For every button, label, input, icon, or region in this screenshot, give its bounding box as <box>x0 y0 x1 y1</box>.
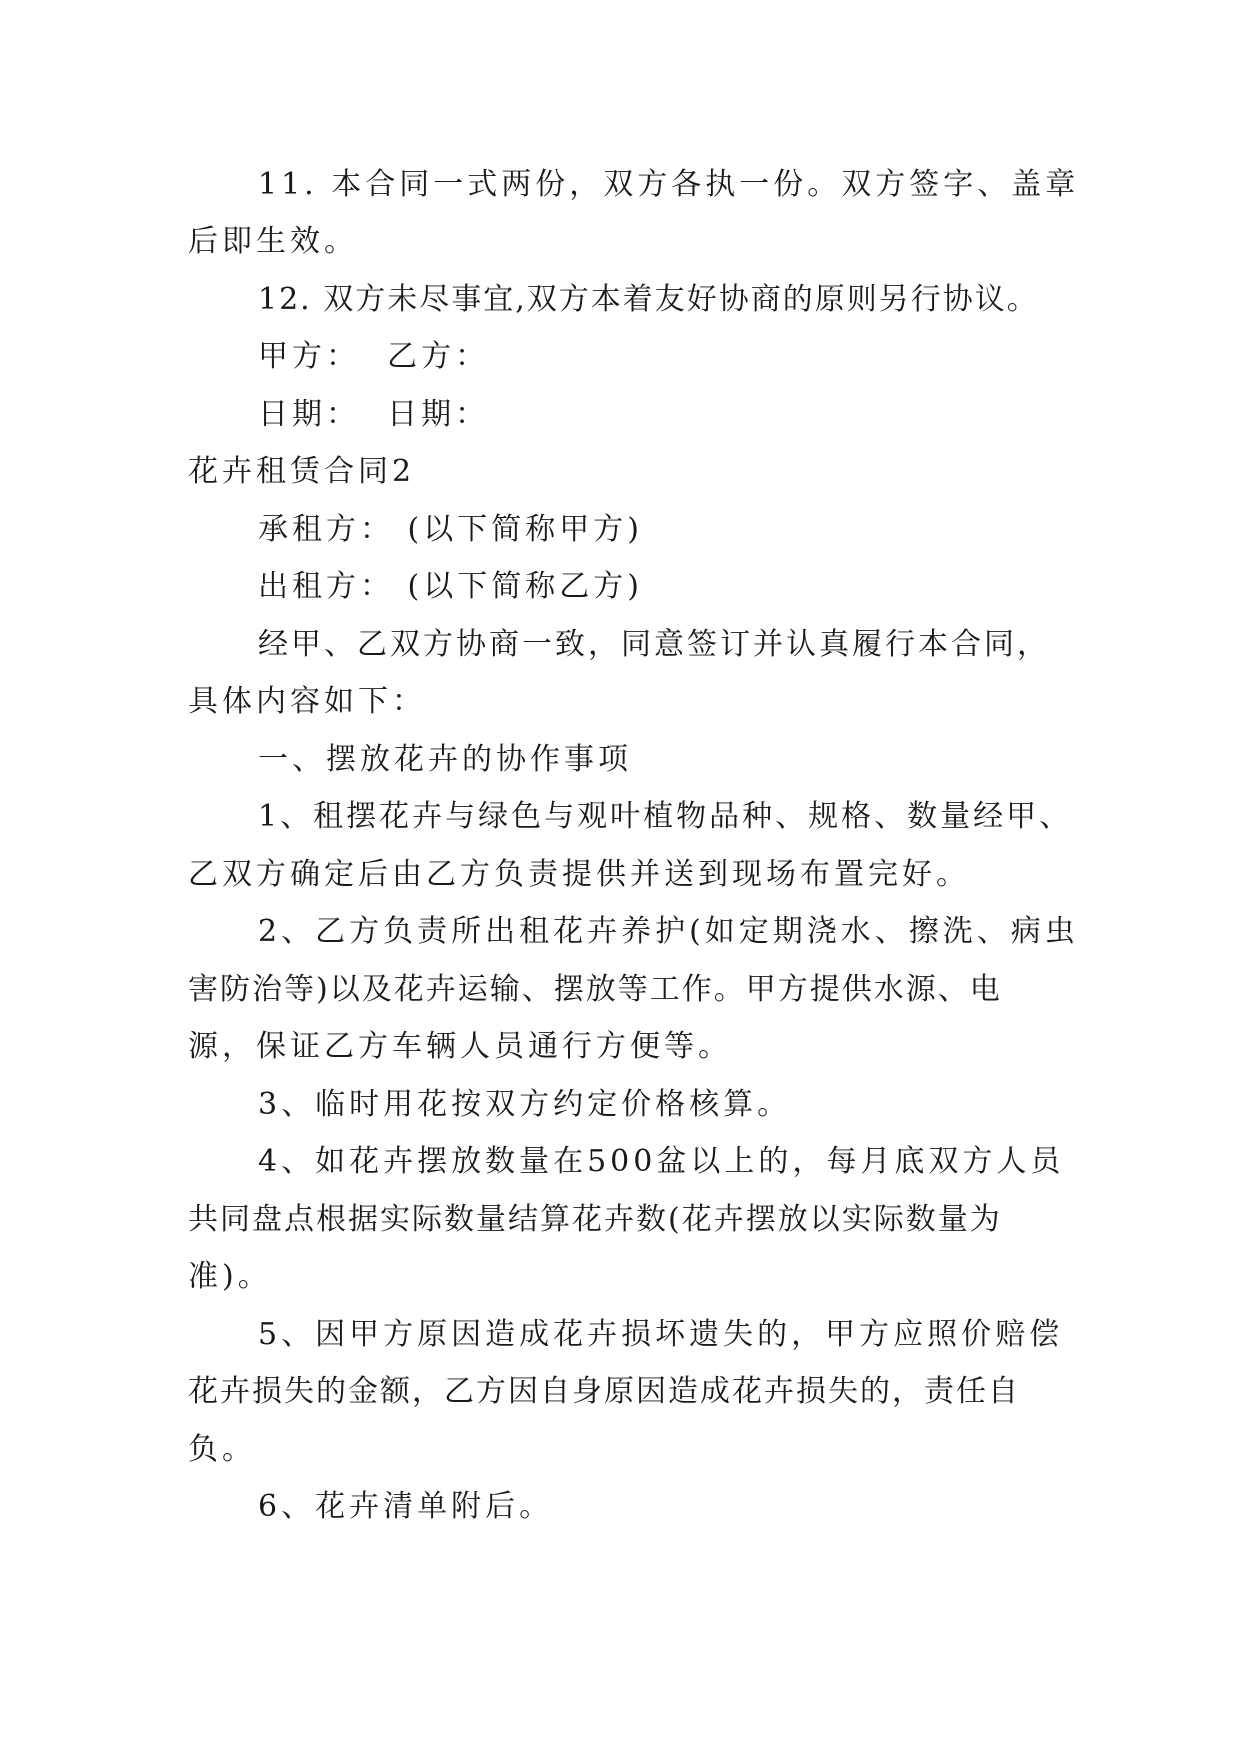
lessor-line: 出租方： (以下简称乙方) <box>258 569 643 604</box>
item-2-line-3: 源，保证乙方车辆人员通行方便等。 <box>188 1029 732 1064</box>
lessee-line: 承租方： (以下简称甲方) <box>258 512 643 547</box>
clause-12: 12. 双方未尽事宜,双方本着友好协商的原则另行协议。 <box>258 282 1039 317</box>
item-6: 6、花卉清单附后。 <box>258 1489 554 1524</box>
item-2-line-2: 害防治等)以及花卉运输、摆放等工作。甲方提供水源、电 <box>188 972 1002 1007</box>
item-5-line-2: 花卉损失的金额，乙方因自身原因造成花卉损失的，责任自 <box>188 1374 1020 1409</box>
clause-11-line-1: 11. 本合同一式两份，双方各执一份。双方签字、盖章 <box>258 167 1080 202</box>
intro-line-2: 具体内容如下： <box>188 684 426 719</box>
signature-parties: 甲方： 乙方： <box>258 339 490 374</box>
item-4-line-2: 共同盘点根据实际数量结算花卉数(花卉摆放以实际数量为 <box>188 1202 1002 1237</box>
clause-11-line-2: 后即生效。 <box>188 224 358 259</box>
item-3: 3、临时用花按双方约定价格核算。 <box>258 1087 792 1122</box>
contract-title-2: 花卉租赁合同2 <box>188 454 416 489</box>
item-1-line-2: 乙双方确定后由乙方负责提供并送到现场布置完好。 <box>188 857 970 892</box>
item-4-line-1: 4、如花卉摆放数量在500盆以上的，每月底双方人员 <box>258 1144 1065 1179</box>
item-4-line-3: 准)。 <box>188 1259 272 1294</box>
section-heading-1: 一、摆放花卉的协作事项 <box>258 742 632 777</box>
item-1-line-1: 1、租摆花卉与绿色与观叶植物品种、规格、数量经甲、 <box>258 799 1073 834</box>
signature-dates: 日期： 日期： <box>258 397 490 432</box>
item-2-line-1: 2、乙方负责所出租花卉养护(如定期浇水、擦洗、病虫 <box>258 914 1079 949</box>
intro-line-1: 经甲、乙双方协商一致，同意签订并认真履行本合同， <box>258 627 1050 662</box>
item-5-line-1: 5、因甲方原因造成花卉损坏遗失的，甲方应照价赔偿 <box>258 1317 1064 1352</box>
item-5-line-3: 负。 <box>188 1432 256 1467</box>
